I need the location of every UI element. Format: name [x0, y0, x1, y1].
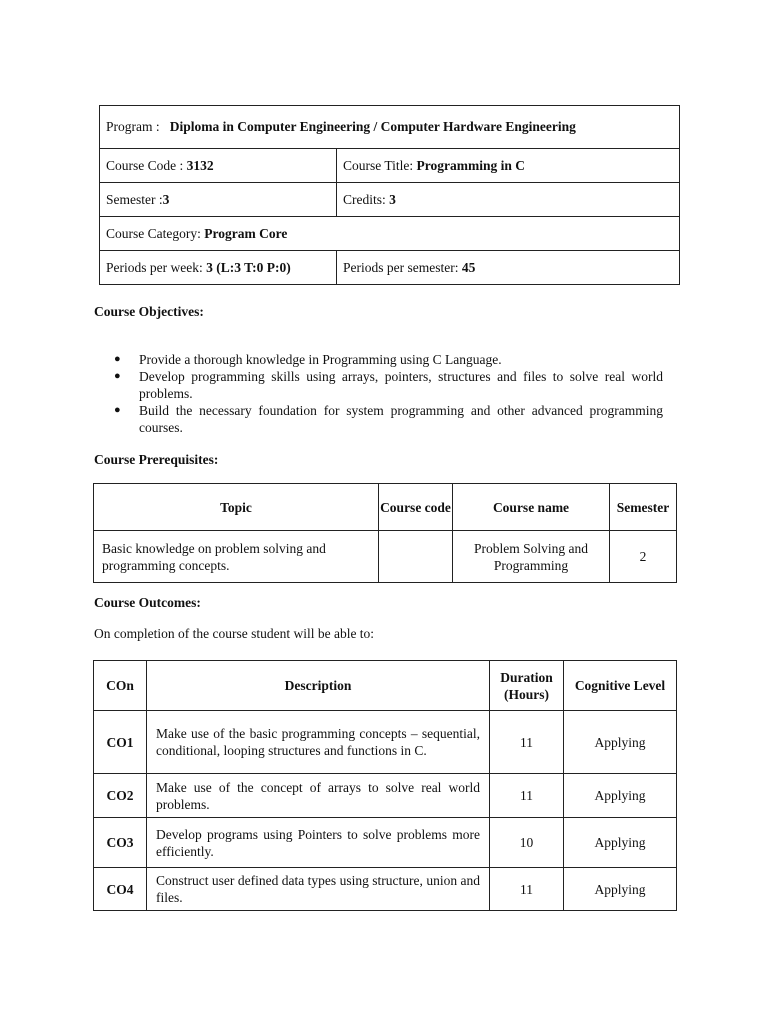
table-row	[94, 774, 677, 818]
outcomes-table	[93, 660, 677, 911]
periods-semester-label: Periods per semester:	[343, 259, 459, 275]
bullet-icon: ●	[114, 353, 121, 365]
co-level: Applying	[564, 711, 677, 774]
co-hours: 11	[490, 711, 564, 774]
column-header: COn	[94, 661, 147, 711]
table-row	[94, 818, 677, 868]
list-item	[114, 351, 663, 368]
program-label: Program :	[106, 119, 160, 134]
outcomes-heading: Course Outcomes:	[94, 595, 201, 610]
table-row	[94, 711, 677, 774]
co-description: Make use of the basic programming concepts – sequential, conditional, looping structures and functions in C.	[147, 711, 490, 774]
program-value: Diploma in Computer Engineering / Computer Hardware Engineering	[169, 119, 576, 134]
column-header: Topic	[94, 484, 379, 531]
credits-label: Credits:	[343, 191, 386, 207]
co-id: CO2	[94, 774, 147, 818]
periods-semester-cell	[337, 251, 680, 285]
course-code-cell	[379, 531, 453, 583]
course-category-label: Course Category:	[106, 225, 201, 241]
column-header: Duration (Hours)	[490, 661, 564, 711]
outcomes-intro: On completion of the course student will be able to:	[94, 626, 375, 641]
periods-week-label: Periods per week:	[106, 259, 203, 275]
program-cell	[100, 106, 680, 149]
objectives-heading: Course Objectives:	[94, 304, 204, 319]
prerequisites-table	[93, 483, 677, 583]
column-header: Course code	[379, 484, 453, 531]
course-name-cell: Problem Solving and Programming	[453, 531, 610, 583]
co-hours: 10	[490, 818, 564, 868]
periods-semester-value: 45	[461, 259, 476, 275]
course-code-value: 3132	[186, 157, 214, 173]
topic-cell: Basic knowledge on problem solving and programming concepts.	[94, 531, 379, 583]
course-code-cell	[100, 149, 337, 183]
co-level: Applying	[564, 868, 677, 911]
list-item	[114, 368, 663, 402]
objective-text: Provide a thorough knowledge in Programming using C Language.	[139, 352, 502, 367]
co-level: Applying	[564, 818, 677, 868]
objective-text: Develop programming skills using arrays, pointers, structures and files to solve real world problems.	[139, 369, 663, 401]
table-row	[94, 868, 677, 911]
credits-cell	[337, 183, 680, 217]
semester-cell	[100, 183, 337, 217]
semester-cell: 2	[610, 531, 677, 583]
course-title-cell	[337, 149, 680, 183]
co-id: CO4	[94, 868, 147, 911]
objective-text: Build the necessary foundation for system programming and other advanced programming courses.	[139, 403, 663, 435]
prerequisites-heading: Course Prerequisites:	[94, 452, 219, 467]
column-header: Cognitive Level	[564, 661, 677, 711]
course-title-label: Course Title:	[343, 157, 414, 173]
co-hours: 11	[490, 774, 564, 818]
co-hours: 11	[490, 868, 564, 911]
credits-value: 3	[389, 191, 396, 207]
periods-week-value: 3 (L:3 T:0 P:0)	[206, 259, 291, 275]
course-title-value: Programming in C	[416, 157, 526, 173]
co-description: Make use of the concept of arrays to solve real world problems.	[147, 774, 490, 818]
column-header: Course name	[453, 484, 610, 531]
co-level: Applying	[564, 774, 677, 818]
objectives-list	[114, 351, 663, 436]
semester-label: Semester :	[106, 191, 163, 207]
bullet-icon: ●	[114, 370, 121, 382]
bullet-icon: ●	[114, 404, 121, 416]
co-id: CO3	[94, 818, 147, 868]
co-id: CO1	[94, 711, 147, 774]
co-description: Develop programs using Pointers to solve problems more efficiently.	[147, 818, 490, 868]
periods-week-cell	[100, 251, 337, 285]
course-code-label: Course Code :	[106, 157, 184, 173]
semester-value: 3	[162, 191, 170, 207]
list-item	[114, 402, 663, 436]
course-category-cell	[100, 217, 680, 251]
table-row	[94, 531, 677, 583]
course-info-table	[99, 105, 680, 285]
course-category-value: Program Core	[204, 225, 288, 241]
column-header: Semester	[610, 484, 677, 531]
co-description: Construct user defined data types using structure, union and files.	[147, 868, 490, 911]
column-header: Description	[147, 661, 490, 711]
